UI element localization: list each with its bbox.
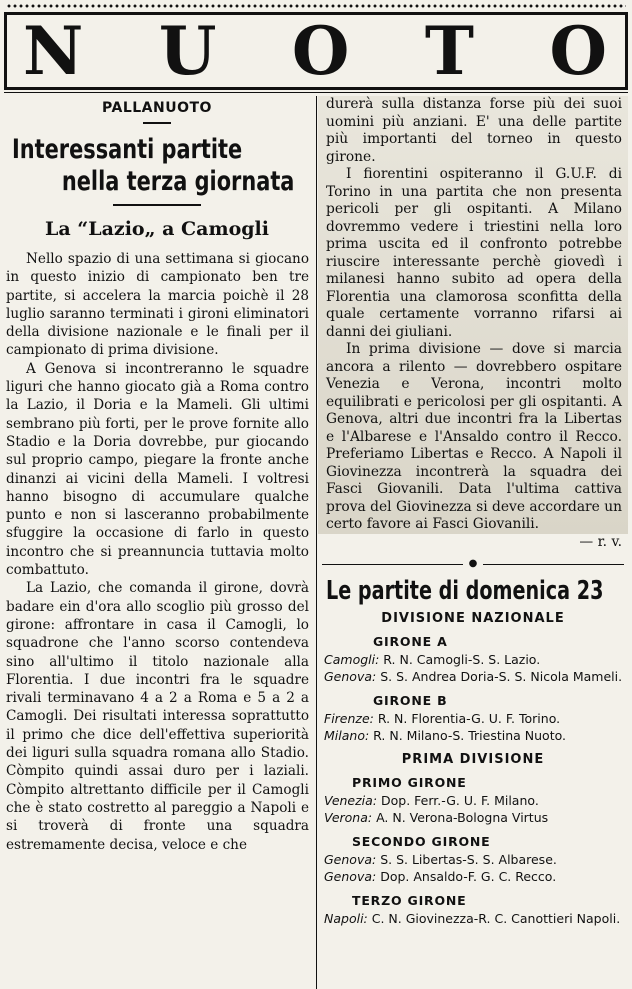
article-headline [12, 134, 313, 198]
article-signature: — r. v. [579, 533, 622, 550]
headline-line-2: nella terza giornata [61, 166, 295, 197]
match-row [318, 869, 628, 886]
group-heading: GIRONE A [373, 634, 448, 649]
paragraph: In prima divisione — dove si marcia ancora a rilento — dovrebbero ospitare Venezia e Verona, incontri molto equilibrati e pericolosi per gli ospitanti. A Genova, altri due incontri fra la Libertas e l'Albarese e l'Ansaldo contro il Recco. Preferiamo Libertas e Recco. A Napoli il Giovinezza incontrerà la squadra dei Fasci Giovanili. Data l'ultima cattiva prova del Giovinezza si deve accordare un certo favore ai Fasci Giovanili. [326, 341, 622, 532]
match-city: Genova: [324, 868, 377, 884]
section-separator [318, 559, 628, 569]
match-teams: R. N. Milano-S. Triestina Nuoto. [373, 727, 567, 743]
left-column [0, 96, 314, 989]
match-city: Firenze: [324, 711, 374, 726]
group-heading: GIRONE B [373, 693, 448, 708]
match-row [318, 852, 628, 869]
match-city: Genova: [324, 852, 377, 867]
match-city: Genova: [324, 668, 377, 684]
match-teams: R. N. Florentia-G. U. F. Torino. [377, 711, 561, 726]
match-city: Milano: [324, 727, 370, 743]
headline-rule [113, 204, 201, 206]
group-heading: TERZO GIRONE [352, 893, 467, 908]
headline-line-1: Interessanti partite [12, 134, 243, 165]
column-divider [316, 96, 317, 989]
article-signature-wrap [318, 534, 628, 552]
division-heading: PRIMA DIVISIONE [401, 752, 545, 767]
match-teams: A. N. Verona-Bologna Virtus [376, 809, 549, 825]
group-heading: SECONDO GIRONE [352, 834, 491, 849]
article-kicker: PALLANUOTO [102, 100, 212, 116]
match-city: Verona: [324, 809, 373, 825]
match-city: Venezia: [324, 793, 378, 808]
masthead-rule [4, 92, 628, 93]
match-city: Camogli: [324, 652, 380, 667]
paragraph-continuation: durerà sulla distanza forse più dei suoi uomini più anziani. E' una delle partite più importanti del torneo in questo girone. [326, 96, 622, 165]
masthead-letter: U [158, 12, 219, 90]
match-teams: Dop. Ansaldo-F. G. C. Recco. [380, 868, 557, 884]
masthead-letter: T [424, 12, 476, 90]
article-subhead: La “Lazio„ a Camogli [45, 218, 269, 240]
match-teams: R. N. Camogli-S. S. Lazio. [383, 652, 541, 667]
top-dotted-rule [6, 3, 626, 9]
section-masthead [4, 12, 628, 90]
paragraph: La Lazio, che comanda il girone, dovrà badare ein d'ora allo scoglio più grosso del girone: affrontare in casa il Camogli, lo squadrone che l'anno scorso contendeva sino all'ultimo il titolo nazionale alla Florentia. I due incontri fra le squadre rivali terminavano 4 a 2 a Roma e 5 a 2 a Camogli. Dei risultati interessa soprattutto il primo che dice dell'effettiva superiorità dei liguri sulla squadra romana allo Stadio. Còmpito quindi assai duro per i laziali. Còmpito altrettanto difficile per il Camogli che è stato costretto al pareggio a Napoli e si troverà di fronte una squadra estremamente decisa, veloce e che [6, 580, 309, 853]
masthead-letter: O [291, 12, 352, 90]
division-heading: DIVISIONE NAZIONALE [381, 611, 565, 626]
paragraph: A Genova si incontreranno le squadre liguri che hanno giocato già a Roma contro la Lazio, il Doria e la Mameli. Gli ultimi sembrano più forti, per le prove fornite allo Stadio e la Doria dovrebbe, pur giocando sul proprio campo, piegare la fronte anche dinanzi ai vicini della Mameli. I voltresi hanno bisogno di accumulare qualche punto e non si lasceranno probabilmente sfuggire la occasione di farlo in questo incontro che si preannuncia tuttavia molto combattuto. [6, 360, 309, 579]
match-row [318, 711, 628, 728]
kicker-dash [143, 122, 171, 124]
paragraph: I fiorentini ospiteranno il G.U.F. di Torino in una partita che non presenta pericoli per gli ospitanti. A Milano dovremmo vedere i triestini nella loro prima uscita ed il confronto potrebbe riuscire interessante perchè giovedì i milanesi hanno subito ad opera della Florentia una clamorosa sconfitta della quale certamente vorranno rifarsi ai danni dei giuliani. [326, 166, 622, 340]
masthead-letter: O [549, 12, 609, 90]
masthead-letter: N [23, 12, 86, 90]
match-row [318, 669, 628, 686]
schedule-title: Le partite di domenica 23 [326, 576, 604, 606]
match-row [318, 911, 628, 928]
separator-dot-icon: ● [468, 558, 478, 569]
match-teams: S. S. Andrea Doria-S. S. Nicola Mameli. [380, 668, 623, 684]
group-heading: PRIMO GIRONE [352, 775, 467, 790]
match-teams: S. S. Libertas-S. S. Albarese. [380, 852, 557, 867]
match-row [318, 652, 628, 669]
match-row [318, 728, 628, 745]
match-row [318, 793, 628, 810]
paragraph: Nello spazio di una settimana si giocano in questo inizio di campionato ben tre partite, si accelera la marcia poichè il 28 luglio saranno terminati i gironi eliminatori della divisione nazionale e le finali per il campionato di prima divisione. [6, 251, 309, 359]
match-teams: Dop. Ferr.-G. U. F. Milano. [381, 793, 539, 808]
match-row [318, 810, 628, 827]
match-teams: C. N. Giovinezza-R. C. Canottieri Napoli. [371, 911, 621, 926]
article-body-left [0, 250, 314, 854]
match-city: Napoli: [324, 911, 368, 926]
right-column [318, 96, 628, 989]
article-body-right-shaded [318, 96, 628, 534]
